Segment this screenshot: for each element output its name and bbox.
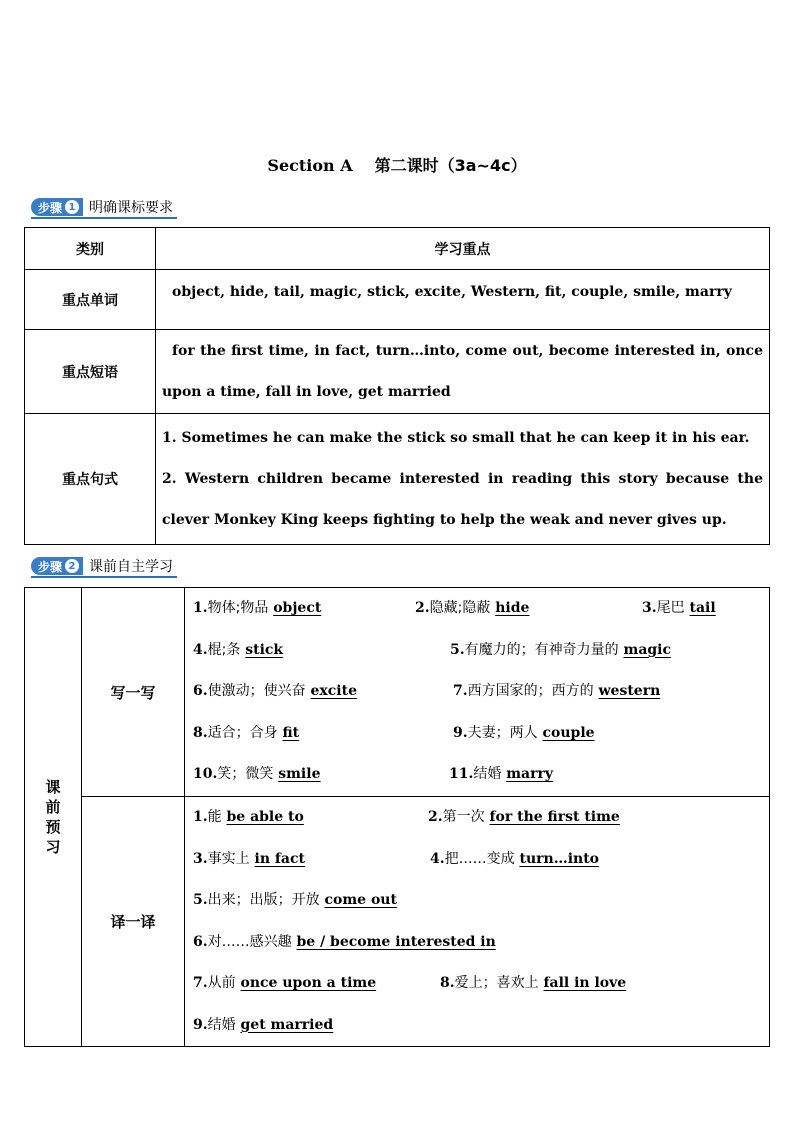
write-item-9: 9.夫妻；两人 couple: [453, 724, 595, 741]
row-category: 重点短语: [25, 330, 156, 414]
write-item-2: 2.隐藏;隐蔽 hide: [415, 600, 530, 616]
sentence-1: 1. Sometimes he can make the stick so small that he can keep it in his ear.: [162, 429, 750, 446]
translate-item-1: 1.能 be able to: [193, 809, 304, 825]
step1-text: 明确课标要求: [89, 200, 174, 216]
step2-pill: 步骤 2: [31, 557, 83, 575]
translate-item-8: 8.爱上；喜欢上 fall in love: [440, 975, 627, 991]
translate-label: 译一译: [82, 797, 185, 1047]
table-row: [25, 414, 770, 545]
translate-item-5: 5.出来；出版；开放 come out: [193, 892, 397, 908]
header-category: 类别: [25, 228, 156, 270]
step1-number: 1: [65, 200, 79, 214]
write-item-8: 8.适合；合身 fit: [193, 724, 300, 741]
write-item-7: 7.西方国家的；西方的 western: [453, 683, 661, 699]
row-content: [156, 414, 770, 545]
write-item-6: 6.使激动；使兴奋 excite: [193, 683, 357, 699]
header-focus: 学习重点: [156, 228, 770, 270]
write-item-10: 10.笑；微笑 smile: [193, 766, 321, 782]
step1-pill: 步骤 1: [31, 198, 83, 216]
write-item-1: 1.物体;物品 object: [193, 600, 322, 616]
row-category: 重点句式: [25, 414, 156, 545]
step1-label: [31, 197, 177, 219]
translate-item-9: 9.结婚 get married: [193, 1016, 334, 1033]
translate-item-4: 4.把……变成 turn…into: [430, 850, 600, 867]
write-item-11: 11.结婚 marry: [449, 766, 554, 782]
section-preview-label: 课前预习: [25, 588, 82, 1047]
translate-item-2: 2.第一次 for the first time: [428, 809, 620, 825]
translate-grid: [185, 797, 770, 1047]
translate-item-3: 3.事实上 in fact: [193, 850, 305, 867]
sentence-2: 2. Western children became interested in reading this story because the clever Monkey King keeps fighting to help the weak and never gives up.: [162, 470, 763, 528]
write-item-4: 4.棍;条 stick: [193, 641, 284, 658]
row-content: object, hide, tail, magic, stick, excite, Western, fit, couple, smile, marry: [156, 270, 770, 330]
table-row: [25, 330, 770, 414]
row-content: for the first time, in fact, turn…into, come out, become interested in, once upon a time, fall in love, get married: [156, 330, 770, 414]
translate-item-6: 6.对……感兴趣 be / become interested in: [193, 933, 496, 950]
table-row: [25, 270, 770, 330]
translate-item-7: 7.从前 once upon a time: [193, 975, 377, 991]
row-category: 重点单词: [25, 270, 156, 330]
step2-label: [31, 556, 177, 578]
write-label: 写一写: [82, 588, 185, 797]
step2-number: 2: [65, 559, 79, 573]
table-header-row: [25, 228, 770, 270]
title-section: Section A: [267, 156, 353, 175]
preview-table: [24, 587, 770, 1047]
write-item-5: 5.有魔力的；有神奇力量的 magic: [450, 641, 672, 658]
write-grid: [185, 588, 770, 797]
page-title: [0, 153, 794, 176]
standards-table: [24, 227, 770, 545]
step2-text: 课前自主学习: [89, 559, 174, 575]
title-lesson: 第二课时（3a~4c）: [374, 156, 527, 175]
write-item-3: 3.尾巴 tail: [642, 600, 716, 616]
